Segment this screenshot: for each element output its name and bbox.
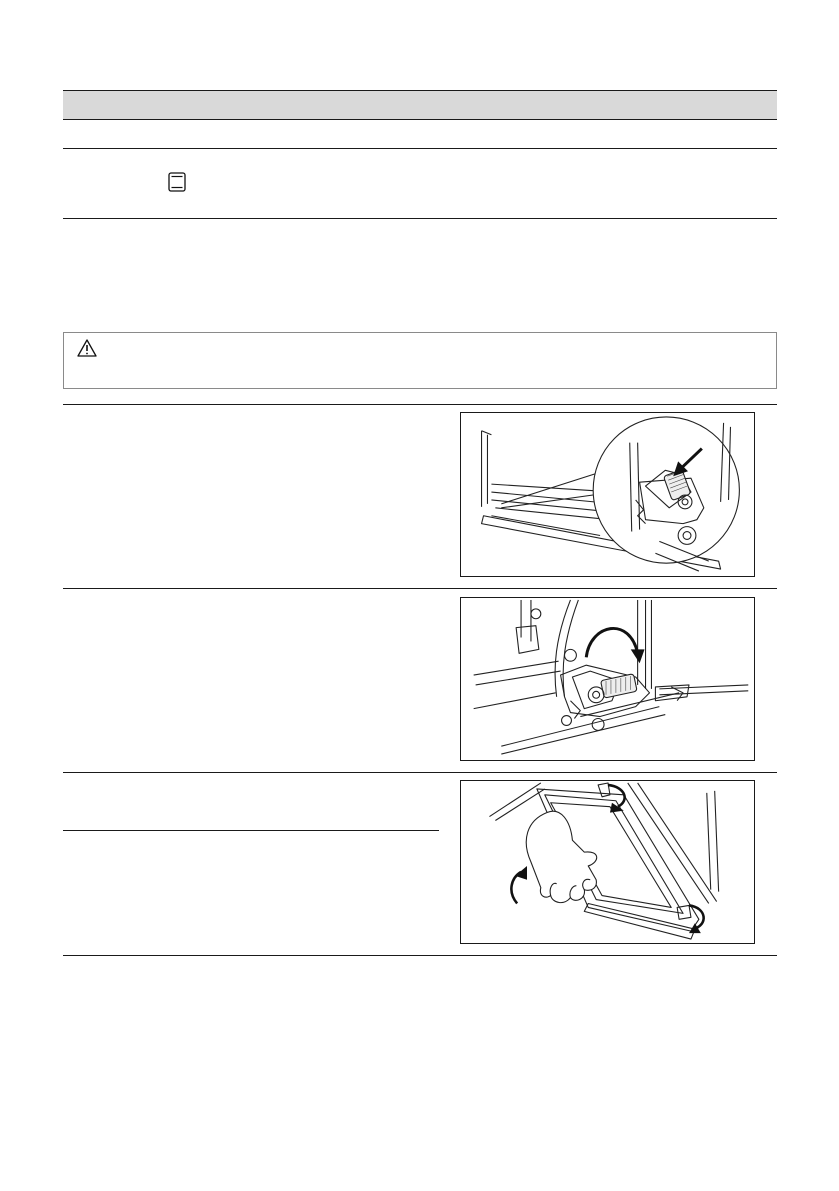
warning-triangle-icon <box>77 339 97 357</box>
hinge-lever-rotate-illustration <box>460 597 755 761</box>
warning-box <box>63 332 777 389</box>
table-bottom-rule <box>63 218 777 219</box>
steps-row-divider <box>63 772 777 773</box>
table-header <box>63 90 777 120</box>
oven-mode-icon <box>168 172 186 192</box>
steps-row-divider <box>63 588 777 589</box>
steps-bottom-rule <box>63 955 777 956</box>
steps-top-rule <box>63 404 777 405</box>
table-row-divider <box>63 148 777 149</box>
door-lift-remove-illustration <box>460 780 755 944</box>
steps-sub-divider <box>63 830 439 831</box>
hinge-lever-closeup-illustration <box>460 412 755 577</box>
